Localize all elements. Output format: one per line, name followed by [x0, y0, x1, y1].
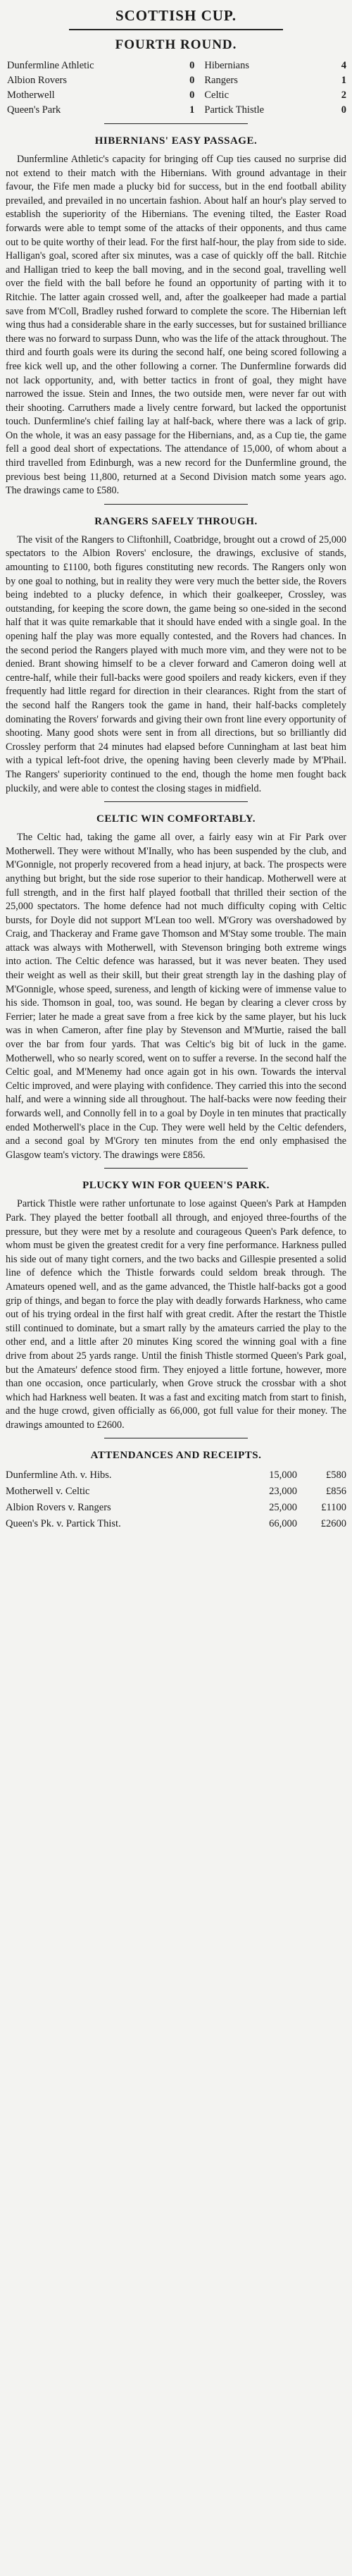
away-score: 0	[341, 104, 346, 116]
attendance-count: 66,000	[269, 1518, 297, 1530]
away-score: 2	[341, 90, 346, 101]
home-team: Albion Rovers	[7, 75, 67, 86]
article-celtic	[6, 813, 346, 1162]
attendance-row	[6, 1516, 346, 1532]
home-score: 0	[189, 75, 195, 86]
home-team: Motherwell	[7, 90, 55, 101]
match-name: Queen's Pk. v. Partick Thist.	[6, 1518, 121, 1530]
article-heading: RANGERS SAFELY THROUGH.	[94, 515, 258, 527]
section-divider	[104, 801, 248, 802]
attendance-heading: ATTENDANCES AND RECEIPTS.	[90, 1450, 262, 1462]
away-score: 4	[341, 60, 346, 71]
article-body: Dunfermline Athletic's capacity for bringing off Cup ties caused no surprise did not extend to their match with the Hibernians. With ground advantage in their favour, the Fife men made a plucky bid for success, but in the end football ability prevailed, and prevailed in no uncertain fashion. About half an hour's play served to establish the superiority of the Hibernians. The evening tilted, the Easter Road forwards were able to tempt some of the attacks of their opponents, and thus came out to be quite worthy of their lead. For the first half-hour, the play from side to side. Halligan's goal, scored after six minutes, was a case of quickly off the ball. Ritchie and Halligan tried to keep the ball moving, and in the second goal, travelling well over the field with the ball before he found an opportunity of parting with it to Ritchie. The latter again crossed well, and, after the goalkeeper had made a partial save from M'Coll, Bradley rushed forward to complete the score. The Hibernian left wing thus had a considerable share in the early successes, but for sustained brilliance there was no forward to surpass Dunn, who was the life of the attack throughout. The third and fourth goals were its during the second half, one being scored following a free kick well up, and the other following a corner. The Dunfermline forwards did not lack opportunity, and, with better tactics in front of goal, they might have narrowed the issue. Stein and Innes, the two outside men, were never far out with their shooting. Carruthers made a lively centre forward, but lacked the opportunist touch. Dunfermline's chief failing lay at half-back, where there was a lack of grip. On the whole, it was an easy passage for the Hibernians, and, as a Cup tie, the game fell a good deal short of expectations. The attendance of 15,000, of whom about a third travelled from Edinburgh, was a new record for the Dunfermline ground, the previous best being 11,800, returned at a Second Division match some years ago. The drawings came to £580.	[6, 154, 346, 497]
article-body: Partick Thistle were rather unfortunate to lose against Queen's Park at Hampden Park. They played the better football all through, and enjoyed three-fourths of the pressure, but they were met by a resolute and courageous Queen's Park defence, to whom must be given the greatest credit for a very fine performance. Harkness pulled his side out of many tight corners, and the two backs and Gillespie presented a solid line of defence which the Thistle forwards could seldom break through. The Amateurs opened well, and as the game advanced, the Thistle half-backs got a good grip of things, and began to force the play with deadly forwards Harkness, who came out of his trying ordeal in the first half with great credit. After the restart the Thistle still continued to dominate, but a smart rally by the amateurs carried the play to the other end, and a little after 20 minutes King scored the winning goal with a fine drive from about 25 yards range. Until the finish Thistle stormed Queen's Park goal, but the Amateurs' defence stood firm. They enjoyed a little fortune, however, more than one occasion, once particularly, when Grove struck the crossbar with a shot which had Harkness well beaten. It was a fast and exciting match from start to finish, and the huge crowd, given officially as 66,000, got full value for their money. The drawings amounted to £2600.	[6, 1198, 346, 1431]
home-team: Queen's Park	[7, 104, 61, 116]
home-score: 0	[189, 60, 195, 71]
attendance-count: 25,000	[269, 1502, 297, 1514]
attendance-table	[6, 1467, 346, 1532]
section-divider	[104, 1168, 248, 1169]
article-body: The Celtic had, taking the game all over, a fairly easy win at Fir Park over Motherwell. They were without M'Inally, who has been suspended by the club, and M'Gonnigle, not properly recovered from a head injury, at back. The prospects were anything but bright, but the side rose superior to their handicap. Motherwell were at full strength, and in the first half played football that thrilled their section of the 25,000 spectators. The home defence had not much difficulty coping with Celtic bursts, for Doyle did not support M'Lean too well. M'Grory was overshadowed by Craig, and Thackeray and Frame gave Thomson and M'Stay some trouble. The main attack was always with Motherwell, with Stevenson bringing both extreme wings into action. The Celtic defence was harassed, but it was never beaten. They used their weight as well as their skill, but their great strength lay in the dashing play of M'Gonnigle, whose speed, sureness, and length of kicking were of immense value to his side. Thomson in goal, too, was sound. He began by clearing a clever cross by Ferrier; later he made a great save from a free kick by the same player, but his luck was in when Cameron, after fine play by Stevenson and M'Murtie, raised the ball over the bar from four yards. That was Celtic's big bit of luck in the game. Motherwell, who so nearly scored, went on to suffer a reverse. In the second half the Celtic goal, and M'Menemy had once again got in his own. Towards the interval Celtic improved, and were playing with confidence. They carried this into the second half, and were a winning side all throughout. The half-backs were now feeding their forwards well, and Connolly fell in to a goal by Doyle in ten minutes that practically ended Motherwell's place in the Cup. They were well held by the Celtic defenders, and a second goal by M'Grory ten minutes from the end only emphasised the Glasgow team's victory. The drawings were £856.	[6, 832, 346, 1161]
round-title: FOURTH ROUND.	[115, 37, 237, 52]
match-name: Albion Rovers v. Rangers	[6, 1502, 111, 1514]
home-team: Dunfermline Athletic	[7, 60, 94, 71]
away-team: Hibernians	[204, 60, 249, 71]
result-row	[6, 103, 346, 118]
receipts-amount: £2600	[320, 1518, 346, 1530]
home-score: 1	[189, 104, 195, 116]
attendance-count: 15,000	[269, 1469, 297, 1481]
match-name: Motherwell v. Celtic	[6, 1486, 90, 1498]
receipts-amount: £1100	[321, 1502, 346, 1514]
result-row	[6, 58, 346, 73]
attendance-row	[6, 1484, 346, 1500]
article-hibernians	[6, 135, 346, 498]
page-title: SCOTTISH CUP.	[115, 7, 237, 24]
title-rule	[69, 29, 283, 30]
article-heading: HIBERNIANS' EASY PASSAGE.	[94, 135, 258, 147]
attendance-row	[6, 1500, 346, 1516]
results-table	[6, 58, 346, 118]
article-rangers	[6, 516, 346, 796]
receipts-amount: £856	[326, 1486, 346, 1498]
away-score: 1	[341, 75, 346, 86]
result-row	[6, 88, 346, 103]
away-team: Rangers	[204, 75, 238, 86]
receipts-amount: £580	[326, 1469, 346, 1481]
home-score: 0	[189, 90, 195, 101]
away-team: Partick Thistle	[204, 104, 265, 116]
attendance-section	[6, 1450, 346, 1532]
match-name: Dunfermline Ath. v. Hibs.	[6, 1469, 112, 1481]
article-heading: CELTIC WIN COMFORTABLY.	[96, 813, 256, 825]
section-divider	[104, 123, 248, 124]
away-team: Celtic	[204, 90, 230, 101]
attendance-row	[6, 1467, 346, 1484]
attendance-count: 23,000	[269, 1486, 297, 1498]
article-queens-park	[6, 1180, 346, 1432]
article-heading: PLUCKY WIN FOR QUEEN'S PARK.	[82, 1180, 270, 1192]
article-body: The visit of the Rangers to Cliftonhill, Coatbridge, brought out a crowd of 25,000 spectators to the Albion Rovers' enclosure, the drawings, exclusive of stands, amounting to £1100, both figures constituting new records. The Rangers only won by one goal to nothing, but in reality they were very much the better side, the Rovers being indebted to a plucky defence, in which their goalkeeper, Crossley, was outstanding, for keeping the score down, the game being so one-sided in the second half that it was quite remarkable that it should have ended with a single goal. In the opening half the play was more equally contested, and the Rovers had chances. In the second period the Rangers played with much more vim, and they were not to be denied. Brant showing himself to be a clever forward and Cameron doing well at centre-half, while their full-backs were good spoilers and ready kickers, even if they frequently had little regard for direction in their clearances. Right from the start of the second half the Rangers took the game in hand, their half-backs completely dominating the Rovers' forwards and giving their own front line every opportunity of shooting. Many good shots were sent in from all directions, but so brilliantly did Crossley perform that 24 minutes had elapsed before Cunningham at last beat him with a typical left-foot drive, the opening having been cleverly made by M'Phail. The Rangers' superiority continued to the end, though the home men fought back pluckily, and were able to contest the closing stages in midfield.	[6, 534, 346, 794]
result-row	[6, 73, 346, 88]
section-divider	[104, 504, 248, 505]
